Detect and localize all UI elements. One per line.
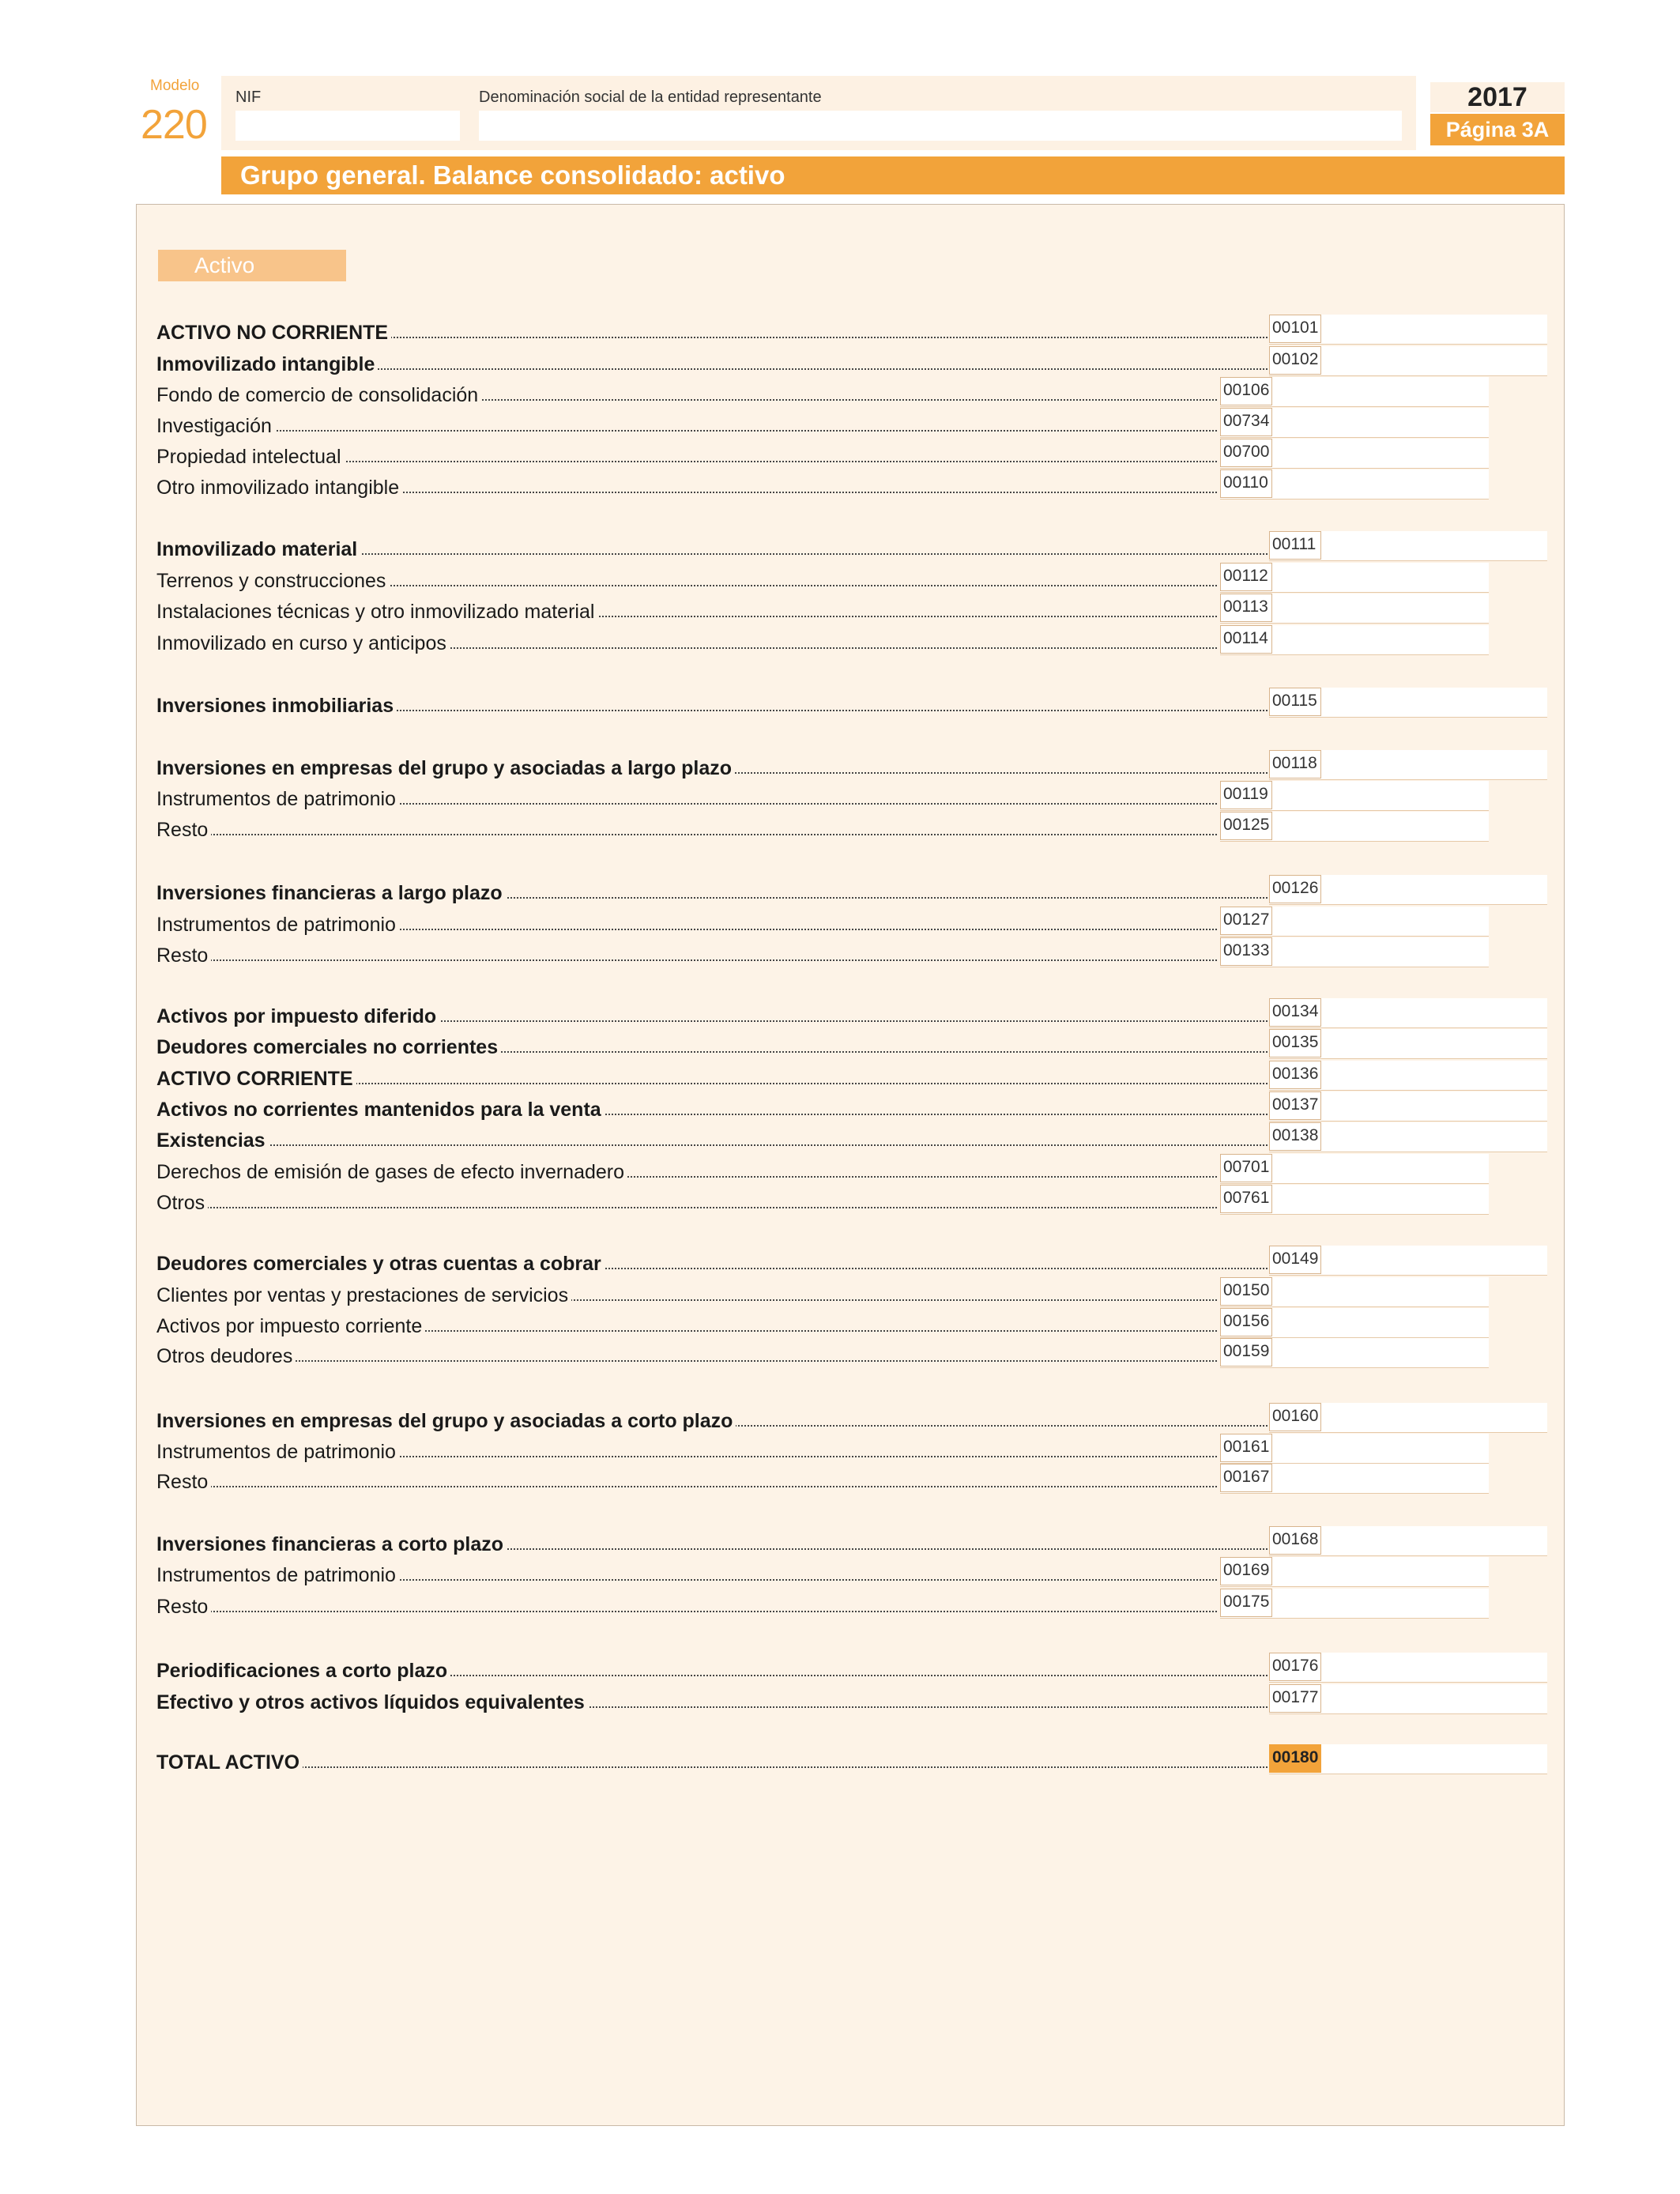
row-label: ACTIVO NO CORRIENTE <box>156 322 391 344</box>
amount-field-00115[interactable] <box>1269 688 1547 718</box>
box-code: 00133 <box>1220 937 1272 966</box>
amount-field-00169[interactable] <box>1220 1557 1489 1587</box>
row-label: Otros deudores <box>156 1345 296 1367</box>
amount-field-00110[interactable] <box>1220 469 1489 499</box>
amount-field-00761[interactable] <box>1220 1185 1489 1215</box>
box-code: 00137 <box>1269 1091 1321 1120</box>
box-code: 00734 <box>1220 408 1272 436</box>
amount-field-00101[interactable] <box>1269 315 1547 345</box>
box-code: 00127 <box>1220 907 1272 935</box>
row-label: Existencias <box>156 1129 269 1152</box>
row-label: Instrumentos de patrimonio <box>156 1441 399 1463</box>
amount-field-00118[interactable] <box>1269 750 1547 780</box>
amount-field-00177[interactable] <box>1269 1684 1547 1714</box>
amount-field-00126[interactable] <box>1269 875 1547 905</box>
row-label: Inmovilizado intangible <box>156 353 378 375</box>
row-label: Propiedad intelectual <box>156 446 345 468</box>
page-tag: Página 3A <box>1430 114 1565 145</box>
amount-field-00112[interactable] <box>1220 563 1489 593</box>
box-code: 00159 <box>1220 1338 1272 1367</box>
year-box: 2017 <box>1430 82 1565 112</box>
row-label: ACTIVO CORRIENTE <box>156 1068 356 1090</box>
row-label: Derechos de emisión de gases de efecto invernadero <box>156 1161 627 1183</box>
box-code: 00111 <box>1269 531 1321 560</box>
row-label: Activos no corrientes mantenidos para la venta <box>156 1099 605 1121</box>
modelo-number: 220 <box>141 102 207 148</box>
amount-field-00113[interactable] <box>1220 594 1489 624</box>
row-label: Inversiones financieras a corto plazo <box>156 1533 507 1555</box>
box-code: 00700 <box>1220 439 1272 467</box>
box-code: 00112 <box>1220 563 1272 591</box>
box-code: 00761 <box>1220 1185 1272 1213</box>
row-label: Instalaciones técnicas y otro inmovilizado material <box>156 601 597 623</box>
box-code: 00138 <box>1269 1122 1321 1151</box>
amount-field-00137[interactable] <box>1269 1091 1547 1122</box>
amount-field-00160[interactable] <box>1269 1403 1547 1433</box>
row-label: Inmovilizado en curso y anticipos <box>156 632 450 654</box>
box-code: 00125 <box>1220 812 1272 840</box>
amount-field-00127[interactable] <box>1220 907 1489 937</box>
row-label: Clientes por ventas y prestaciones de servicios <box>156 1284 571 1306</box>
box-code: 00118 <box>1269 750 1321 778</box>
row-label: Investigación <box>156 415 275 437</box>
row-label: Fondo de comercio de consolidación <box>156 384 481 406</box>
denominacion-field[interactable] <box>479 111 1402 141</box>
box-code: 00134 <box>1269 998 1321 1027</box>
amount-field-00134[interactable] <box>1269 998 1547 1028</box>
row-label: Resto <box>156 1471 211 1493</box>
row-label: Terrenos y construcciones <box>156 570 389 592</box>
box-code: 00175 <box>1220 1589 1272 1617</box>
amount-field-00119[interactable] <box>1220 781 1489 811</box>
amount-field-00168[interactable] <box>1269 1526 1547 1556</box>
row-label: Deudores comerciales no corrientes <box>156 1036 501 1058</box>
row-label: Inversiones financieras a largo plazo <box>156 882 506 904</box>
row-label: Deudores comerciales y otras cuentas a cobrar <box>156 1253 605 1275</box>
amount-field-00176[interactable] <box>1269 1653 1547 1683</box>
row-label: Inversiones en empresas del grupo y asociadas a largo plazo <box>156 757 735 779</box>
row-label: Instrumentos de patrimonio <box>156 788 399 810</box>
amount-field-00106[interactable] <box>1220 377 1489 407</box>
row-label: Instrumentos de patrimonio <box>156 914 399 936</box>
denominacion-label: Denominación social de la entidad representante <box>479 89 822 106</box>
box-code: 00176 <box>1269 1653 1321 1681</box>
row-label: Otro inmovilizado intangible <box>156 477 402 499</box>
nif-field[interactable] <box>235 111 460 141</box>
amount-field-00150[interactable] <box>1220 1277 1489 1307</box>
box-code: 00180 <box>1269 1744 1321 1773</box>
modelo-label: Modelo <box>150 77 200 94</box>
box-code: 00161 <box>1220 1434 1272 1462</box>
box-code: 00177 <box>1269 1684 1321 1713</box>
amount-field-00161[interactable] <box>1220 1434 1489 1464</box>
row-label: Activos por impuesto corriente <box>156 1315 425 1337</box>
box-code: 00101 <box>1269 315 1321 343</box>
amount-field-00136[interactable] <box>1269 1061 1547 1091</box>
box-code: 00114 <box>1220 625 1272 654</box>
row-label: Otros <box>156 1192 208 1214</box>
amount-field-00701[interactable] <box>1220 1154 1489 1184</box>
amount-field-00156[interactable] <box>1220 1308 1489 1338</box>
amount-field-00167[interactable] <box>1220 1464 1489 1494</box>
amount-field-00133[interactable] <box>1220 937 1489 967</box>
box-code: 00136 <box>1269 1061 1321 1089</box>
box-code: 00102 <box>1269 346 1321 375</box>
box-code: 00167 <box>1220 1464 1272 1492</box>
row-label: TOTAL ACTIVO <box>156 1751 303 1774</box>
section-title: Grupo general. Balance consolidado: activo <box>221 156 1565 194</box>
row-label: Inversiones inmobiliarias <box>156 695 397 717</box>
box-code: 00106 <box>1220 377 1272 405</box>
row-label: Resto <box>156 944 211 967</box>
row-label: Periodificaciones a corto plazo <box>156 1660 450 1682</box>
row-label: Efectivo y otros activos líquidos equivalentes <box>156 1691 588 1713</box>
amount-field-00138[interactable] <box>1269 1122 1547 1152</box>
box-code: 00150 <box>1220 1277 1272 1306</box>
amount-field-00734[interactable] <box>1220 408 1489 438</box>
box-code: 00160 <box>1269 1403 1321 1431</box>
row-label: Resto <box>156 1596 211 1618</box>
amount-field-00180[interactable] <box>1269 1744 1547 1774</box>
box-code: 00701 <box>1220 1154 1272 1182</box>
amount-field-00102[interactable] <box>1269 346 1547 376</box>
activo-tab: Activo <box>158 250 346 281</box>
row-label: Inmovilizado material <box>156 538 360 560</box>
row-label: Instrumentos de patrimonio <box>156 1564 399 1586</box>
box-code: 00149 <box>1269 1246 1321 1274</box>
box-code: 00168 <box>1269 1526 1321 1555</box>
amount-field-00135[interactable] <box>1269 1029 1547 1059</box>
amount-field-00111[interactable] <box>1269 531 1547 561</box>
amount-field-00159[interactable] <box>1220 1338 1489 1368</box>
box-code: 00110 <box>1220 469 1272 498</box>
nif-label: NIF <box>235 89 262 106</box>
amount-field-00125[interactable] <box>1220 812 1489 842</box>
amount-field-00700[interactable] <box>1220 439 1489 469</box>
row-label: Activos por impuesto diferido <box>156 1005 439 1027</box>
box-code: 00156 <box>1220 1308 1272 1336</box>
box-code: 00119 <box>1220 781 1272 809</box>
row-label: Resto <box>156 819 211 841</box>
box-code: 00126 <box>1269 875 1321 903</box>
box-code: 00113 <box>1220 594 1272 622</box>
row-label: Inversiones en empresas del grupo y asociadas a corto plazo <box>156 1410 736 1432</box>
box-code: 00135 <box>1269 1029 1321 1057</box>
box-code: 00169 <box>1220 1557 1272 1585</box>
box-code: 00115 <box>1269 688 1321 716</box>
amount-field-00149[interactable] <box>1269 1246 1547 1276</box>
amount-field-00175[interactable] <box>1220 1589 1489 1619</box>
amount-field-00114[interactable] <box>1220 625 1489 655</box>
